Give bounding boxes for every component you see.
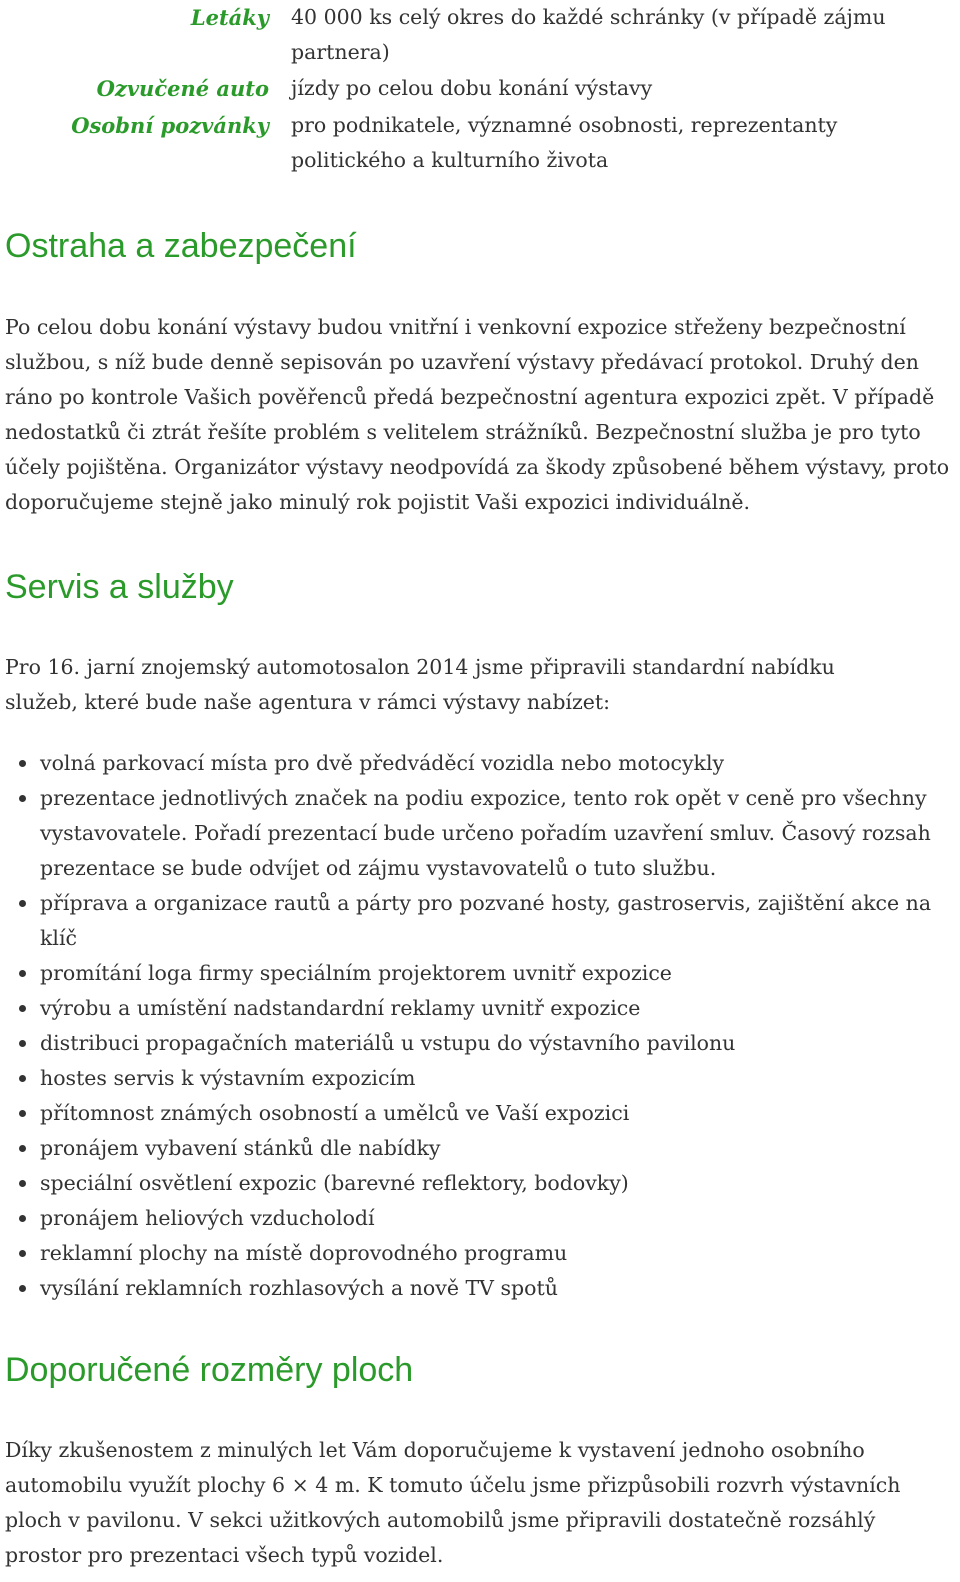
list-item: prezentace jednotlivých značek na podiu expozice, tento rok opět v ceně pro všechny vystavovatele. Pořadí prezentací bude určeno pořadím uzavření smluv. Časový rozsah prezentace se bude odvíjet od zájmu vystavovatelů o tuto službu. — [40, 781, 955, 886]
definition-description: jízdy po celou dobu konání výstavy — [291, 76, 653, 100]
list-item: přítomnost známých osobností a umělců ve Vaší expozici — [40, 1096, 955, 1131]
definition-row-ozvucene-auto — [5, 71, 953, 106]
list-item: příprava a organizace rautů a párty pro pozvané hosty, gastroservis, zajištění akce na klíč — [40, 886, 955, 956]
section-heading-servis: Servis a služby — [5, 568, 234, 606]
section-intro-servis: Pro 16. jarní znojemský automotosalon 2014 jsme připravili standardní nabídku služeb, které bude naše agentura v rámci výstavy nabízet: — [5, 655, 835, 714]
list-item: distribuci propagačních materiálů u vstupu do výstavního pavilonu — [40, 1026, 955, 1061]
definition-term: Letáky — [190, 5, 269, 30]
list-item: pronájem heliových vzducholodí — [40, 1201, 955, 1236]
section-paragraph-doporucene: Díky zkušenostem z minulých let Vám doporučujeme k vystavení jednoho osobního automobilu využít plochy 6 × 4 m. K tomuto účelu jsme přizpůsobili rozvrh výstavních ploch v pavilonu. V sekci užitkových automobilů jsme připravili dostatečně rozsáhlý prostor pro prezentaci všech typů vozidel. — [5, 1438, 901, 1567]
definition-row-osobni-pozvanky — [5, 108, 953, 178]
list-item: reklamní plochy na místě doprovodného programu — [40, 1236, 955, 1271]
promo-definitions — [5, 0, 953, 185]
services-list — [5, 746, 955, 1306]
definition-description: pro podnikatele, významné osobnosti, reprezentanty politického a kulturního života — [291, 113, 838, 172]
section-heading-doporucene: Doporučené rozměry ploch — [5, 1351, 414, 1389]
list-item: vysílání reklamních rozhlasových a nově TV spotů — [40, 1271, 955, 1306]
definition-term: Osobní pozvánky — [71, 113, 269, 138]
list-item: pronájem vybavení stánků dle nabídky — [40, 1131, 955, 1166]
definition-row-letaky — [5, 0, 953, 70]
section-paragraph-ostraha: Po celou dobu konání výstavy budou vnitřní i venkovní expozice střeženy bezpečnostní službou, s níž bude denně sepisován po uzavření výstavy předávací protokol. Druhý den ráno po kontrole Vašich pověřenců předá bezpečnostní agentura expozici zpět. V případě nedostatků či ztrát řešíte problém s velitelem strážníků. Bezpečnostní služba je pro tyto účely pojištěna. Organizátor výstavy neodpovídá za škody způsobené během výstavy, proto doporučujeme stejně jako minulý rok pojistit Vaši expozici individuálně. — [5, 315, 950, 514]
list-item: volná parkovací místa pro dvě předváděcí vozidla nebo motocykly — [40, 746, 955, 781]
list-item: hostes servis k výstavním expozicím — [40, 1061, 955, 1096]
definition-term: Ozvučené auto — [96, 76, 269, 101]
document-page — [5, 0, 953, 1567]
definition-description: 40 000 ks celý okres do každé schránky (v případě zájmu partnera) — [291, 5, 886, 64]
list-item: výrobu a umístění nadstandardní reklamy uvnitř expozice — [40, 991, 955, 1026]
section-heading-ostraha: Ostraha a zabezpečení — [5, 227, 357, 265]
list-item: promítání loga firmy speciálním projektorem uvnitř expozice — [40, 956, 955, 991]
list-item: speciální osvětlení expozic (barevné reflektory, bodovky) — [40, 1166, 955, 1201]
